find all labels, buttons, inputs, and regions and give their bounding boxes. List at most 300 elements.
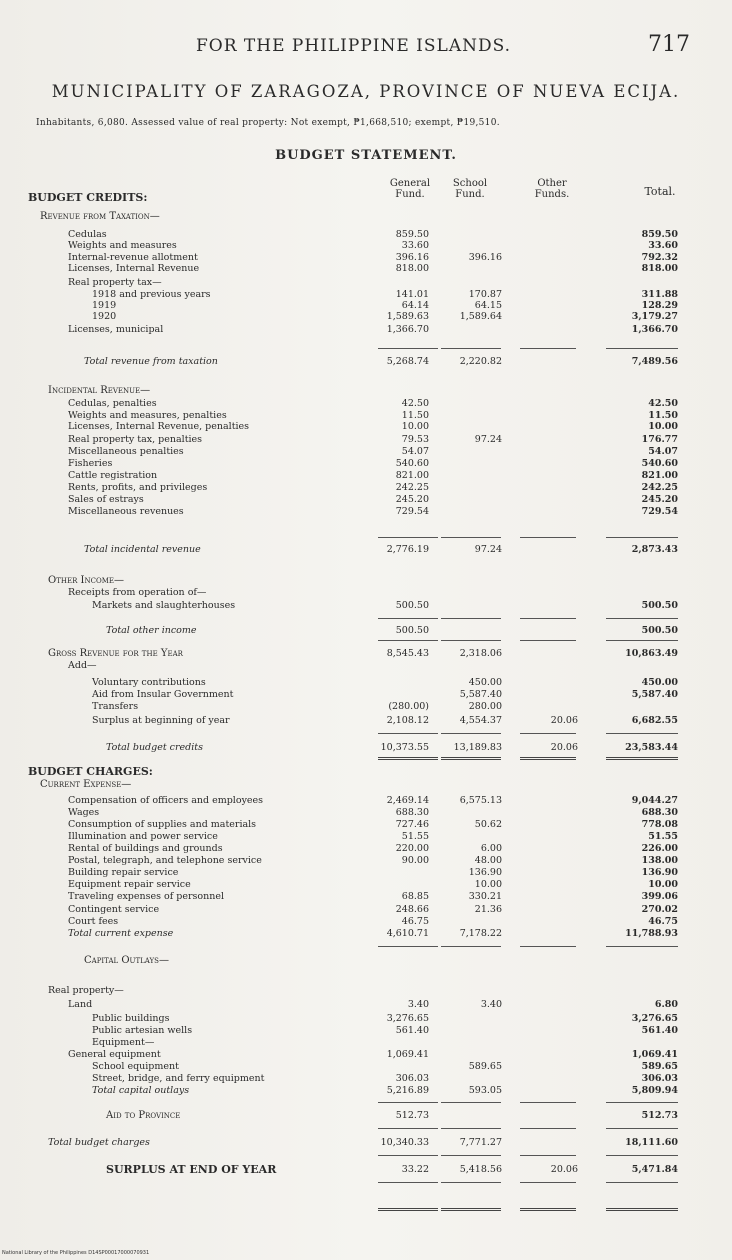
row-label: Surplus at beginning of year: [92, 715, 230, 726]
total-value: 176.77: [641, 434, 678, 445]
general-fund-value: 4,610.71: [386, 928, 429, 939]
other-funds-value: 20.06: [550, 715, 578, 726]
general-fund-value: 68.85: [401, 891, 429, 902]
column-rule: [441, 757, 501, 760]
row-label: Miscellaneous penalties: [68, 446, 184, 457]
row-label: 1918 and previous years: [92, 289, 211, 300]
total-value: 792.32: [641, 252, 678, 263]
total-value: 859.50: [641, 229, 678, 240]
general-fund-value: 46.75: [401, 916, 429, 927]
table-row: [0, 324, 732, 336]
table-row: [0, 600, 732, 612]
row-label: Weights and measures, penalties: [68, 410, 227, 421]
table-row: [0, 928, 732, 940]
row-label: Public artesian wells: [92, 1025, 193, 1036]
table-row: [0, 1061, 732, 1073]
row-label: Equipment—: [92, 1037, 155, 1048]
table-row: [0, 544, 732, 556]
total-value: 54.07: [648, 446, 678, 457]
total-value: 226.00: [641, 843, 678, 854]
general-fund-value: 10,340.33: [380, 1137, 429, 1148]
total-value: 5,471.84: [631, 1164, 678, 1175]
school-fund-value: 10.00: [474, 879, 502, 890]
table-row: [0, 807, 732, 819]
school-fund-value: 97.24: [474, 544, 502, 555]
general-fund-value: 512.73: [395, 1110, 429, 1121]
total-value: 128.29: [641, 300, 678, 311]
column-rule: [520, 1208, 576, 1211]
school-fund-value: 396.16: [468, 252, 502, 263]
row-label: Cattle registration: [68, 470, 158, 481]
general-fund-value: (280.00): [388, 701, 429, 712]
table-row: [0, 855, 732, 867]
school-fund-value: 6,575.13: [459, 795, 502, 806]
school-fund-value: 1,589.64: [459, 311, 502, 322]
column-rule: [441, 1208, 501, 1211]
column-rule: [378, 1102, 438, 1103]
column-total: Total.: [644, 185, 676, 198]
table-row: [0, 766, 732, 778]
column-rule: [378, 1182, 438, 1183]
total-value: 18,111.60: [625, 1137, 678, 1148]
table-row: [0, 587, 732, 599]
table-row: [0, 1037, 732, 1049]
school-fund-value: 21.36: [474, 904, 502, 915]
total-value: 51.55: [648, 831, 678, 842]
general-fund-value: 54.07: [401, 446, 429, 457]
table-row: [0, 742, 732, 754]
column-rule: [606, 1208, 678, 1211]
general-fund-value: 90.00: [401, 855, 429, 866]
school-fund-value: 589.65: [468, 1061, 502, 1072]
column-rule: [606, 1182, 678, 1183]
general-fund-value: 220.00: [395, 843, 429, 854]
row-label: School equipment: [92, 1061, 179, 1072]
row-label: Traveling expenses of personnel: [68, 891, 225, 902]
table-row: [0, 819, 732, 831]
table-row: [0, 1137, 732, 1149]
row-label: Total revenue from taxation: [84, 356, 218, 367]
general-fund-value: 500.50: [395, 600, 429, 611]
column-rule: [441, 733, 501, 734]
total-value: 23,583.44: [625, 742, 678, 753]
table-row: [0, 458, 732, 470]
row-label: Receipts from operation of—: [68, 587, 207, 598]
column-rule: [378, 618, 438, 619]
general-fund-value: 729.54: [395, 506, 429, 517]
row-label: Licenses, municipal: [68, 324, 164, 335]
table-row: [0, 575, 732, 587]
table-row: [0, 192, 732, 204]
total-value: 242.25: [641, 482, 678, 493]
school-fund-value: 2,220.82: [459, 356, 502, 367]
row-label: Capital Outlays—: [84, 955, 169, 966]
table-row: [0, 701, 732, 713]
other-funds-value: 20.06: [550, 1164, 578, 1175]
row-label: Total current expense: [68, 928, 174, 939]
table-row: [0, 843, 732, 855]
table-row: [0, 779, 732, 791]
total-value: 46.75: [648, 916, 678, 927]
school-fund-value: 5,418.56: [459, 1164, 502, 1175]
table-row: [0, 916, 732, 928]
total-value: 5,809.94: [631, 1085, 678, 1096]
general-fund-value: 2,108.12: [386, 715, 429, 726]
row-label: Fisheries: [68, 458, 113, 469]
total-value: 11.50: [648, 410, 678, 421]
column-school: School Fund.: [452, 178, 488, 200]
row-label: BUDGET CREDITS:: [28, 191, 148, 204]
row-label: Gross Revenue for the Year: [48, 648, 183, 659]
school-fund-value: 3.40: [480, 999, 502, 1010]
column-rule: [378, 757, 438, 760]
table-row: [0, 482, 732, 494]
page-header: [0, 32, 732, 60]
general-fund-value: 248.66: [395, 904, 429, 915]
row-label: Markets and slaughterhouses: [92, 600, 236, 611]
table-row: [0, 625, 732, 637]
total-value: 540.60: [641, 458, 678, 469]
total-value: 1,069.41: [631, 1049, 678, 1060]
total-value: 9,044.27: [631, 795, 678, 806]
total-value: 778.08: [641, 819, 678, 830]
total-value: 500.50: [641, 625, 678, 636]
table-row: [0, 211, 732, 223]
school-fund-value: 50.62: [474, 819, 502, 830]
table-row: [0, 660, 732, 672]
table-row: [0, 891, 732, 903]
row-label: General equipment: [68, 1049, 161, 1060]
general-fund-value: 727.46: [395, 819, 429, 830]
inhabitants-line: Inhabitants, 6,080. Assessed value of real property: Not exempt, ₱1,668,510; exempt, ₱19,510.: [36, 118, 500, 128]
column-rule: [378, 640, 438, 641]
row-label: Voluntary contributions: [92, 677, 206, 688]
row-label: Current Expense—: [40, 779, 132, 790]
general-fund-value: 33.60: [401, 240, 429, 251]
column-rule: [441, 1102, 501, 1103]
column-rule: [520, 537, 576, 538]
row-label: Total budget charges: [48, 1137, 150, 1148]
total-value: 561.40: [641, 1025, 678, 1036]
total-value: 245.20: [641, 494, 678, 505]
general-fund-value: 500.50: [395, 625, 429, 636]
general-fund-value: 1,069.41: [386, 1049, 429, 1060]
total-value: 688.30: [641, 807, 678, 818]
running-head: FOR THE PHILIPPINE ISLANDS.: [196, 36, 512, 56]
table-row: [0, 904, 732, 916]
row-label: Street, bridge, and ferry equipment: [92, 1073, 265, 1084]
row-label: Licenses, Internal Revenue, penalties: [68, 421, 250, 432]
row-label: Sales of estrays: [68, 494, 144, 505]
row-label: Public buildings: [92, 1013, 170, 1024]
column-rule: [606, 618, 678, 619]
column-rule: [378, 537, 438, 538]
row-label: Land: [68, 999, 93, 1010]
school-fund-value: 2,318.06: [459, 648, 502, 659]
school-fund-value: 7,178.22: [459, 928, 502, 939]
row-label: Total capital outlays: [92, 1085, 190, 1096]
school-fund-value: 330.21: [468, 891, 502, 902]
column-rule: [520, 757, 576, 760]
general-fund-value: 79.53: [401, 434, 429, 445]
general-fund-value: 306.03: [395, 1073, 429, 1084]
column-rule: [606, 1102, 678, 1103]
column-rule: [606, 348, 678, 349]
general-fund-value: 396.16: [395, 252, 429, 263]
table-row: [0, 999, 732, 1011]
row-label: SURPLUS AT END OF YEAR: [106, 1163, 277, 1176]
column-rule: [378, 946, 438, 947]
table-row: [0, 955, 732, 967]
column-rule: [378, 1155, 438, 1156]
total-value: 33.60: [648, 240, 678, 251]
school-fund-value: 280.00: [468, 701, 502, 712]
row-label: Compensation of officers and employees: [68, 795, 264, 806]
general-fund-value: 3,276.65: [386, 1013, 429, 1024]
table-row: [0, 1073, 732, 1085]
general-fund-value: 688.30: [395, 807, 429, 818]
row-label: Aid from Insular Government: [92, 689, 234, 700]
general-fund-value: 2,776.19: [386, 544, 429, 555]
general-fund-value: 561.40: [395, 1025, 429, 1036]
table-row: [0, 831, 732, 843]
general-fund-value: 818.00: [395, 263, 429, 274]
column-rule: [606, 537, 678, 538]
total-value: 10.00: [648, 879, 678, 890]
column-rule: [606, 1128, 678, 1129]
school-fund-value: 6.00: [480, 843, 502, 854]
total-value: 500.50: [641, 600, 678, 611]
total-value: 136.90: [641, 867, 678, 878]
table-row: [0, 677, 732, 689]
school-fund-value: 170.87: [468, 289, 502, 300]
table-row: [0, 311, 732, 323]
column-rule: [378, 348, 438, 349]
column-general: General Fund.: [389, 178, 431, 200]
column-rule: [520, 640, 576, 641]
column-rule: [378, 1128, 438, 1129]
school-fund-value: 64.15: [474, 300, 502, 311]
table-row: [0, 398, 732, 410]
total-value: 138.00: [641, 855, 678, 866]
general-fund-value: 242.25: [395, 482, 429, 493]
column-rule: [606, 946, 678, 947]
school-fund-value: 7,771.27: [459, 1137, 502, 1148]
total-value: 7,489.56: [631, 356, 678, 367]
general-fund-value: 5,216.89: [386, 1085, 429, 1096]
school-fund-value: 450.00: [468, 677, 502, 688]
column-rule: [441, 618, 501, 619]
row-label: Miscellaneous revenues: [68, 506, 184, 517]
row-label: Total incidental revenue: [84, 544, 201, 555]
total-value: 589.65: [641, 1061, 678, 1072]
row-label: 1919: [92, 300, 117, 311]
school-fund-value: 48.00: [474, 855, 502, 866]
column-rule: [441, 1182, 501, 1183]
row-label: BUDGET CHARGES:: [28, 765, 153, 778]
column-rule: [520, 348, 576, 349]
column-rule: [520, 1155, 576, 1156]
table-row: [0, 1025, 732, 1037]
table-row: [0, 879, 732, 891]
row-label: Equipment repair service: [68, 879, 191, 890]
page-number: 717: [648, 32, 690, 57]
row-label: Real property tax, penalties: [68, 434, 203, 445]
total-value: 42.50: [648, 398, 678, 409]
table-row: [0, 795, 732, 807]
row-label: Cedulas, penalties: [68, 398, 157, 409]
column-rule: [441, 348, 501, 349]
row-label: Total budget credits: [106, 742, 203, 753]
table-row: [0, 356, 732, 368]
school-fund-value: 136.90: [468, 867, 502, 878]
column-rule: [606, 640, 678, 641]
table-row: [0, 470, 732, 482]
school-fund-value: 5,587.40: [459, 689, 502, 700]
row-label: Internal-revenue allotment: [68, 252, 198, 263]
total-value: 6.80: [654, 999, 678, 1010]
table-row: [0, 240, 732, 252]
table-row: [0, 494, 732, 506]
column-rule: [441, 1128, 501, 1129]
general-fund-value: 540.60: [395, 458, 429, 469]
row-label: Revenue from Taxation—: [40, 211, 160, 222]
general-fund-value: 51.55: [401, 831, 429, 842]
column-rule: [606, 757, 678, 760]
total-value: 311.88: [641, 289, 678, 300]
row-label: Rental of buildings and grounds: [68, 843, 223, 854]
total-value: 306.03: [641, 1073, 678, 1084]
general-fund-value: 3.40: [407, 999, 429, 1010]
school-fund-value: 593.05: [468, 1085, 502, 1096]
table-row: [0, 434, 732, 446]
column-rule: [441, 537, 501, 538]
table-row: [0, 446, 732, 458]
general-fund-value: 1,589.63: [386, 311, 429, 322]
general-fund-value: 5,268.74: [386, 356, 429, 367]
row-label: Illumination and power service: [68, 831, 218, 842]
total-value: 6,682.55: [631, 715, 678, 726]
general-fund-value: 141.01: [395, 289, 429, 300]
total-value: 1,366.70: [631, 324, 678, 335]
column-rule: [520, 946, 576, 947]
table-row: [0, 277, 732, 289]
row-label: Total other income: [106, 625, 197, 636]
footer-credit: National Library of the Philippines D14SP00017000070931: [2, 1250, 150, 1256]
table-row: [0, 1164, 732, 1176]
column-rule: [520, 1102, 576, 1103]
table-row: [0, 1110, 732, 1122]
row-label: Other Income—: [48, 575, 124, 586]
other-funds-value: 20.06: [550, 742, 578, 753]
total-value: 10,863.49: [625, 648, 678, 659]
table-row: [0, 1049, 732, 1061]
column-rule: [378, 1208, 438, 1211]
column-rule: [606, 733, 678, 734]
total-value: 821.00: [641, 470, 678, 481]
total-value: 11,788.93: [625, 928, 678, 939]
table-row: [0, 1013, 732, 1025]
row-label: Licenses, Internal Revenue: [68, 263, 200, 274]
table-row: [0, 689, 732, 701]
table-row: [0, 867, 732, 879]
column-rule: [520, 618, 576, 619]
general-fund-value: 33.22: [401, 1164, 429, 1175]
section-title: BUDGET STATEMENT.: [275, 148, 457, 163]
general-fund-value: 10.00: [401, 421, 429, 432]
total-value: 729.54: [641, 506, 678, 517]
general-fund-value: 821.00: [395, 470, 429, 481]
row-label: Court fees: [68, 916, 119, 927]
school-fund-value: 4,554.37: [459, 715, 502, 726]
general-fund-value: 42.50: [401, 398, 429, 409]
row-label: Postal, telegraph, and telephone service: [68, 855, 262, 866]
table-row: [0, 648, 732, 660]
column-rule: [441, 1155, 501, 1156]
row-label: Aid to Province: [106, 1110, 181, 1121]
column-rule: [441, 946, 501, 947]
total-value: 450.00: [641, 677, 678, 688]
row-label: Building repair service: [68, 867, 179, 878]
table-row: [0, 506, 732, 518]
column-rule: [606, 1155, 678, 1156]
school-fund-value: 97.24: [474, 434, 502, 445]
municipality-title: MUNICIPALITY OF ZARAGOZA, PROVINCE OF NUEVA ECIJA.: [51, 82, 681, 101]
general-fund-value: 245.20: [395, 494, 429, 505]
table-row: [0, 715, 732, 727]
general-fund-value: 11.50: [401, 410, 429, 421]
total-value: 10.00: [648, 421, 678, 432]
row-label: Real property tax—: [68, 277, 162, 288]
table-row: [0, 263, 732, 275]
table-row: [0, 385, 732, 397]
total-value: 270.02: [641, 904, 678, 915]
total-value: 2,873.43: [631, 544, 678, 555]
total-value: 5,587.40: [631, 689, 678, 700]
column-rule: [520, 1128, 576, 1129]
general-fund-value: 8,545.43: [386, 648, 429, 659]
row-label: Rents, profits, and privileges: [68, 482, 208, 493]
school-fund-value: 13,189.83: [453, 742, 502, 753]
column-other: Other Funds.: [534, 178, 570, 200]
column-rule: [520, 1182, 576, 1183]
total-value: 3,179.27: [631, 311, 678, 322]
row-label: Contingent service: [68, 904, 160, 915]
row-label: Wages: [68, 807, 100, 818]
row-label: Transfers: [92, 701, 139, 712]
row-label: Real property—: [48, 985, 124, 996]
total-value: 512.73: [641, 1110, 678, 1121]
general-fund-value: 10,373.55: [380, 742, 429, 753]
row-label: Consumption of supplies and materials: [68, 819, 257, 830]
total-value: 399.06: [641, 891, 678, 902]
total-value: 3,276.65: [631, 1013, 678, 1024]
row-label: Cedulas: [68, 229, 107, 240]
table-row: [0, 421, 732, 433]
general-fund-value: 859.50: [395, 229, 429, 240]
general-fund-value: 1,366.70: [386, 324, 429, 335]
column-rule: [378, 733, 438, 734]
row-label: Weights and measures: [68, 240, 177, 251]
total-value: 818.00: [641, 263, 678, 274]
table-row: [0, 1085, 732, 1097]
general-fund-value: 64.14: [401, 300, 429, 311]
column-rule: [520, 733, 576, 734]
row-label: Add—: [68, 660, 97, 671]
table-row: [0, 985, 732, 997]
column-rule: [441, 640, 501, 641]
general-fund-value: 2,469.14: [386, 795, 429, 806]
